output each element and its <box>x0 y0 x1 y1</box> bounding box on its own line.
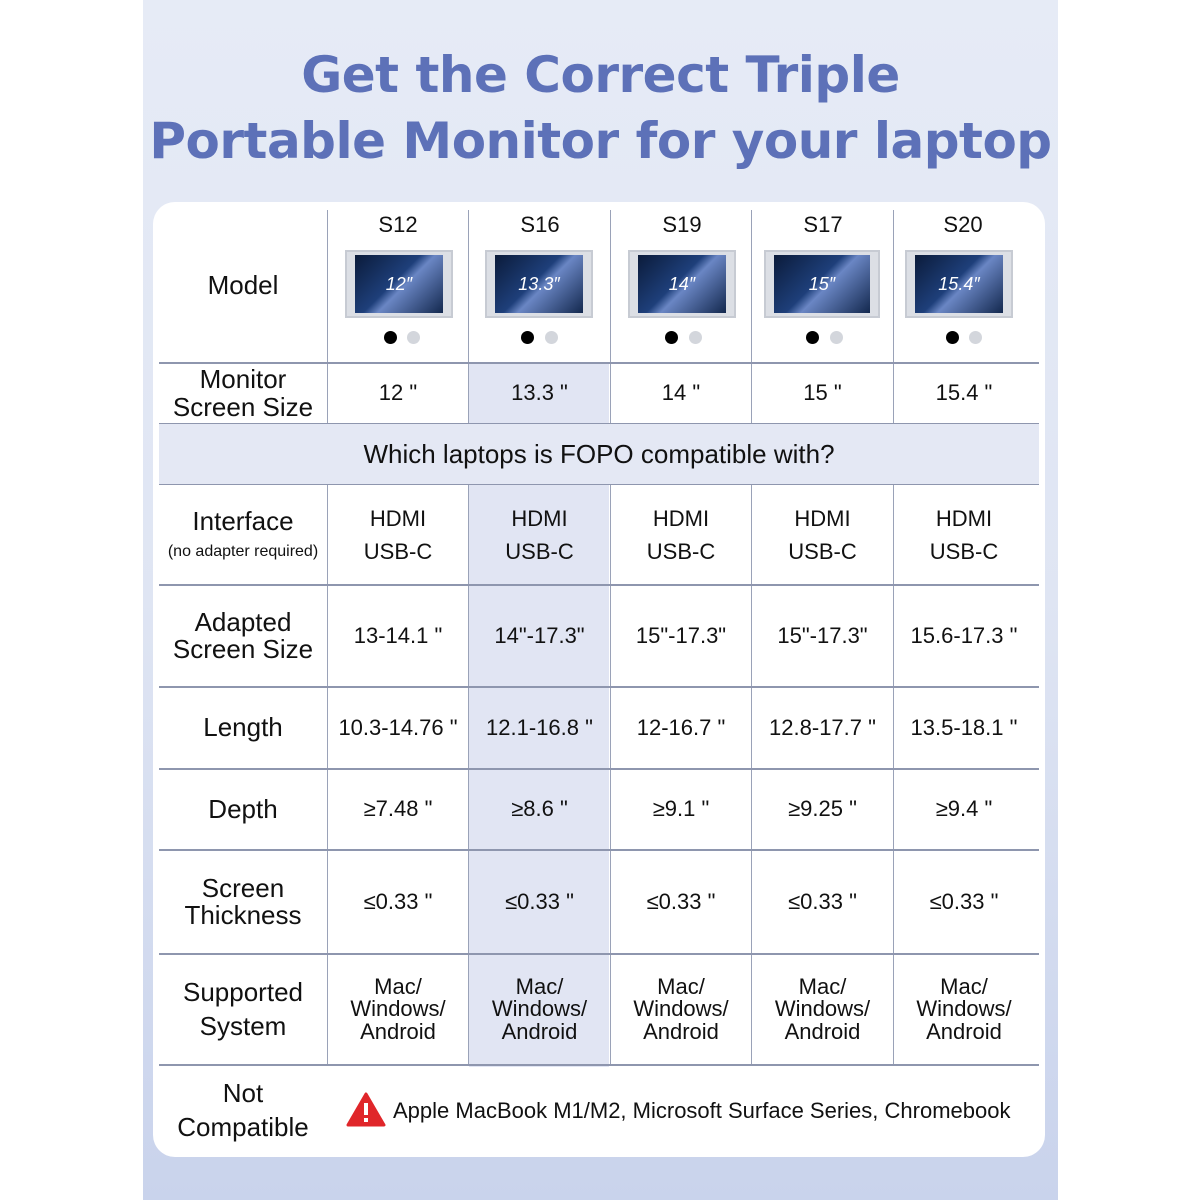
screen-size-s16: 13.3 " <box>511 380 568 406</box>
interface-usbc: USB-C <box>363 538 433 564</box>
monitor-screen-s19: 14″ <box>638 255 726 313</box>
row-label-interface-text: Interface <box>192 506 294 537</box>
page-title-line1: Get the Correct Triple <box>301 46 900 104</box>
row-label-interface <box>159 485 327 584</box>
color-swatch-silver <box>407 331 420 344</box>
length-s16: 12.1-16.8 " <box>486 714 593 740</box>
row-label-line: Supported <box>183 976 303 1007</box>
system-android: Android <box>643 1018 719 1044</box>
row-label-interface-note: (no adapter required) <box>167 542 319 560</box>
color-swatch-silver <box>689 331 702 344</box>
system-android: Android <box>926 1018 1002 1044</box>
compatibility-banner: Which laptops is FOPO compatible with? <box>159 424 1039 484</box>
color-swatch-silver <box>969 331 982 344</box>
not-compatible-list: Apple MacBook M1/M2, Microsoft Surface Series, Chromebook <box>393 1098 1011 1123</box>
length-s19: 12-16.7 " <box>636 714 726 740</box>
model-name-s17: S17 <box>803 212 843 237</box>
screen-size-s20: 15.4 " <box>935 380 993 406</box>
model-name-s16: S16 <box>520 212 560 237</box>
system-windows: Windows/ <box>633 996 729 1022</box>
row-label-length <box>159 688 327 768</box>
system-mac: Mac/ <box>657 973 705 999</box>
monitor-screen-s12: 12″ <box>355 255 443 313</box>
interface-s16 <box>469 485 610 584</box>
adapted-size-s12: 13-14.1 " <box>353 622 443 648</box>
system-s19 <box>611 955 751 1064</box>
system-s20 <box>894 955 1034 1064</box>
interface-hdmi: HDMI <box>794 505 851 531</box>
system-s16 <box>469 955 610 1064</box>
screen-size-s17: 15 " <box>803 380 842 406</box>
row-label-line: Not <box>222 1078 264 1109</box>
color-swatch-black <box>665 331 678 344</box>
monitor-screen-s16: 13.3″ <box>495 255 583 313</box>
color-swatch-black <box>384 331 397 344</box>
warning-triangle-icon <box>346 1092 386 1127</box>
model-name-s20: S20 <box>943 212 983 237</box>
system-windows: Windows/ <box>491 996 588 1022</box>
monitor-screen-s17: 15″ <box>774 255 870 313</box>
adapted-size-s16: 14"-17.3" <box>494 622 585 648</box>
color-swatch-silver <box>830 331 843 344</box>
thickness-s20: ≤0.33 " <box>929 888 999 914</box>
page-title-line2: Portable Monitor for your laptop <box>149 112 1052 170</box>
interface-hdmi: HDMI <box>935 505 993 531</box>
length-s12: 10.3-14.76 " <box>338 714 458 740</box>
monitor-image-s20 <box>905 250 1013 318</box>
color-swatch-black <box>946 331 959 344</box>
row-label-length-text: Length <box>203 712 283 743</box>
interface-s20 <box>894 485 1034 584</box>
interface-usbc: USB-C <box>788 538 857 564</box>
system-android: Android <box>360 1018 436 1044</box>
depth-s19: ≥9.1 " <box>652 796 710 822</box>
thickness-s17: ≤0.33 " <box>788 888 857 914</box>
grid-line <box>159 1064 1039 1066</box>
depth-s16: ≥8.6 " <box>511 796 568 822</box>
row-label-model-text: Model <box>207 270 279 301</box>
monitor-screen-s20: 15.4″ <box>915 255 1003 313</box>
model-name-s12: S12 <box>378 212 418 237</box>
color-swatch-black <box>806 331 819 344</box>
row-label-line: Screen Size <box>172 634 314 664</box>
length-s20: 13.5-18.1 " <box>910 714 1018 740</box>
monitor-image-s17 <box>764 250 880 318</box>
monitor-image-s16 <box>485 250 593 318</box>
interface-hdmi: HDMI <box>652 505 710 531</box>
thickness-s19: ≤0.33 " <box>646 888 716 914</box>
row-label-line: Adapted <box>194 606 292 637</box>
interface-s12 <box>328 485 468 584</box>
row-label-line: Thickness <box>184 900 302 930</box>
row-label-line: Screen <box>201 872 285 903</box>
row-label-line: System <box>199 1010 287 1041</box>
system-s12 <box>328 955 468 1064</box>
row-label-depth <box>159 770 327 849</box>
interface-s19 <box>611 485 751 584</box>
model-name-s19: S19 <box>662 212 702 237</box>
system-windows: Windows/ <box>774 996 871 1022</box>
system-mac: Mac/ <box>798 973 847 999</box>
depth-s12: ≥7.48 " <box>363 796 433 822</box>
interface-usbc: USB-C <box>929 538 999 564</box>
interface-s17 <box>752 485 893 584</box>
row-label-model <box>159 250 327 322</box>
adapted-size-s20: 15.6-17.3 " <box>910 622 1018 648</box>
row-label-adapted-size <box>159 586 327 686</box>
system-windows: Windows/ <box>916 996 1012 1022</box>
system-windows: Windows/ <box>350 996 446 1022</box>
color-swatch-black <box>521 331 534 344</box>
system-android: Android <box>784 1018 861 1044</box>
row-label-not-compatible <box>159 1068 327 1154</box>
row-label-line: Monitor <box>199 364 287 395</box>
system-mac: Mac/ <box>515 973 564 999</box>
adapted-size-s19: 15"-17.3" <box>635 622 727 648</box>
depth-s20: ≥9.4 " <box>935 796 993 822</box>
interface-hdmi: HDMI <box>369 505 427 531</box>
interface-usbc: USB-C <box>646 538 716 564</box>
row-label-line: Compatible <box>177 1112 309 1142</box>
length-s17: 12.8-17.7 " <box>769 714 876 740</box>
monitor-image-s12 <box>345 250 453 318</box>
row-label-screen-size <box>159 364 327 423</box>
row-label-system <box>159 955 327 1064</box>
row-label-thickness <box>159 851 327 953</box>
system-mac: Mac/ <box>374 973 422 999</box>
monitor-image-s19 <box>628 250 736 318</box>
thickness-s16: ≤0.33 " <box>505 888 574 914</box>
system-android: Android <box>501 1018 578 1044</box>
screen-size-s19: 14 " <box>661 380 701 406</box>
color-swatch-silver <box>545 331 558 344</box>
depth-s17: ≥9.25 " <box>788 796 857 822</box>
interface-hdmi: HDMI <box>511 505 568 531</box>
adapted-size-s17: 15"-17.3" <box>777 622 868 648</box>
system-mac: Mac/ <box>940 973 988 999</box>
thickness-s12: ≤0.33 " <box>363 888 433 914</box>
row-label-depth-text: Depth <box>208 793 278 824</box>
interface-usbc: USB-C <box>505 538 574 564</box>
system-s17 <box>752 955 893 1064</box>
row-label-line: Screen Size <box>172 391 314 422</box>
screen-size-s12: 12 " <box>378 380 418 406</box>
